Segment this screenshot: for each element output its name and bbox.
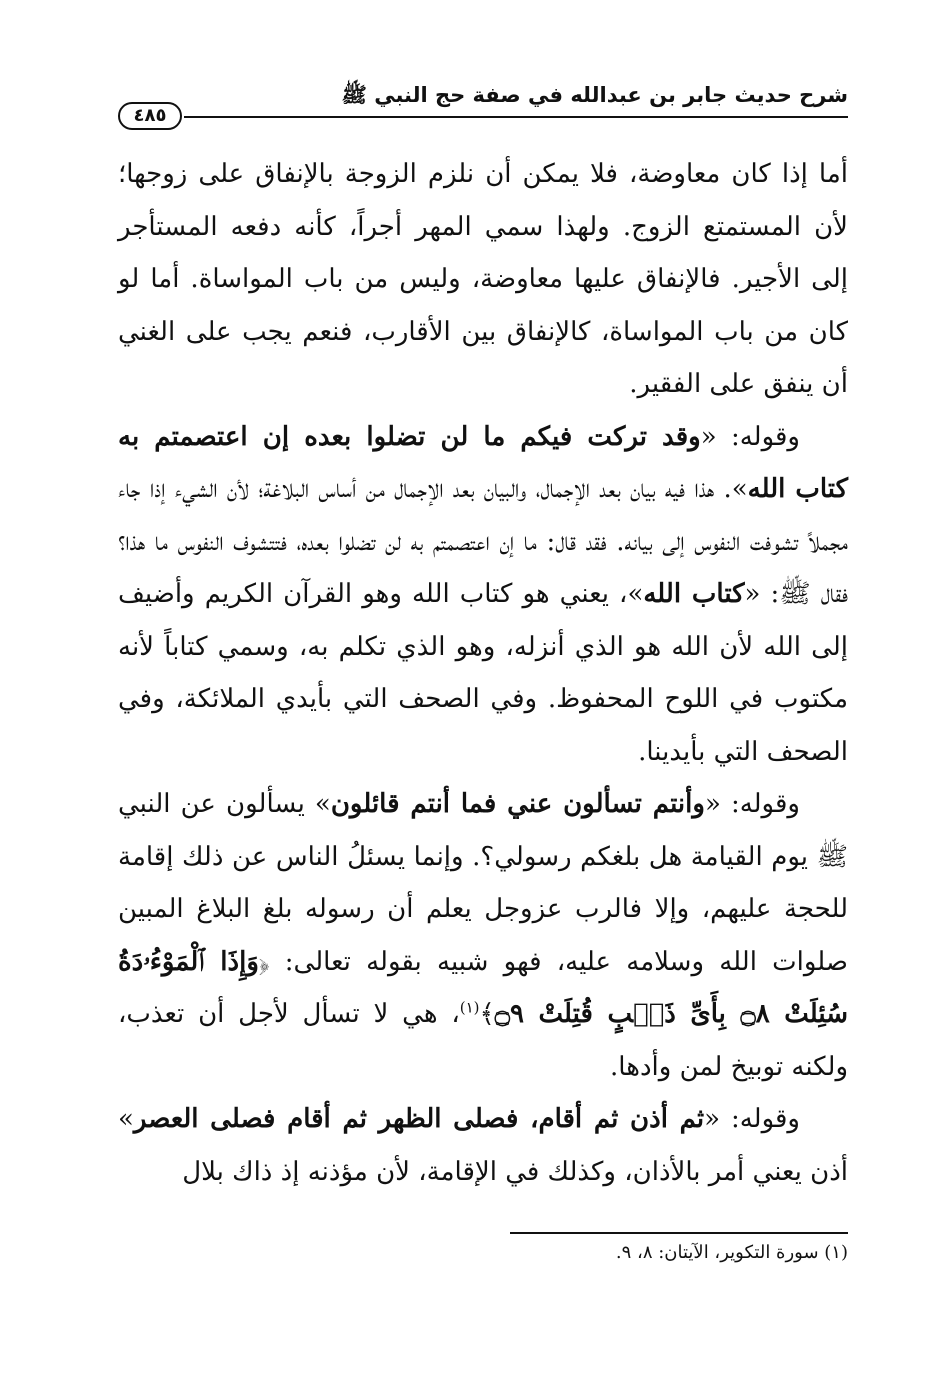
commentary: » أذن يعني أمر بالأذان، وكذلك في الإقامة، لأن مؤذنه إذ ذاك بلال bbox=[118, 1104, 848, 1187]
hadith-quote: وقد تركت فيكم ما لن تضلوا بعده إن اعتصمتم به كتاب الله bbox=[118, 421, 848, 504]
paragraph-3 bbox=[118, 778, 848, 1093]
commentary: » يسألون عن النبي ﷺ يوم القيامة هل بلغكم رسولي؟. وإنما يسئلُ الناس عن ذلك إقامة للحجة عليهم، وإلا فالرب عزوجل يعلم أن رسوله بلغ البلاغ المبين صلوات الله وسلامه عليه، فهو شبيه بقوله تعالى: ﴿ bbox=[118, 789, 848, 977]
header-rule bbox=[184, 116, 848, 118]
paragraph-4 bbox=[118, 1093, 848, 1198]
quote-open: وقوله: « bbox=[704, 1104, 800, 1134]
hadith-quote: وأنتم تسألون عني فما أنتم قائلون bbox=[330, 789, 705, 819]
commentary: ». هذا فيه بيان بعد الإجمال، والبيان بعد الإجمال من أساس البلاغة؛ لأن الشيء إذا جاء مجملاً تشوفت النفوس إلى بيانه. فقد قال: ما إن اعتصمتم به لن تضلوا بعده، فتتشوف النفوس ما هذا؟ فقال ﷺ: « bbox=[118, 474, 848, 609]
quote-open: وقوله: « bbox=[704, 789, 800, 819]
page-number: ٤٨٥ bbox=[118, 102, 182, 130]
footnote: (١) سورة التكوير، الآيتان: ٨، ٩. bbox=[615, 1242, 848, 1263]
paragraph-1: أما إذا كان معاوضة، فلا يمكن أن نلزم الزوجة بالإنفاق على زوجها؛ لأن المستمتع الزوج. ولهذا سمي المهر أجراً، كأنه دفعه المستأجر إلى الأجير. فالإنفاق عليها معاوضة، وليس من باب المواساة. أما لو كان من باب المواساة، كالإنفاق بين الأقارب، فنعم يجب على الغني أن ينفق على الفقير. bbox=[118, 159, 849, 399]
paragraph-2 bbox=[118, 411, 848, 779]
verse-close: ﴾ bbox=[479, 999, 495, 1029]
running-header bbox=[118, 78, 848, 128]
commentary-2: ، هي لا تسأل لأجل أن تعذب، ولكنه توبيخ لمن وأدها. bbox=[118, 999, 848, 1082]
footnote-ref: (١) bbox=[459, 998, 480, 1017]
header-title: شرح حديث جابر بن عبدالله في صفة حج النبي ﷺ bbox=[341, 83, 848, 107]
quran-verse: وَإِذَا ٱلْمَوْءُۥدَةُ سُئِلَتْ ۝٨ بِأَىِّ ذَنۢبٍ قُتِلَتْ ۝٩ bbox=[118, 946, 848, 1029]
hadith-quote-2: كتاب الله bbox=[643, 579, 745, 609]
footnote-rule bbox=[510, 1232, 848, 1234]
commentary-2: »، يعني هو كتاب الله وهو القرآن الكريم وأضيف إلى الله لأن الله هو الذي أنزله، وهو الذي تكلم به، وسمي كتاباً لأنه مكتوب في اللوح المحفوظ. وفي الصحف التي بأيدي الملائكة، وفي الصحف التي بأيدينا. bbox=[118, 579, 848, 767]
hadith-quote: ثم أذن ثم أقام، فصلى الظهر ثم أقام فصلى العصر bbox=[133, 1104, 705, 1134]
body-text bbox=[118, 148, 848, 1198]
quote-open: وقوله: « bbox=[700, 421, 800, 452]
